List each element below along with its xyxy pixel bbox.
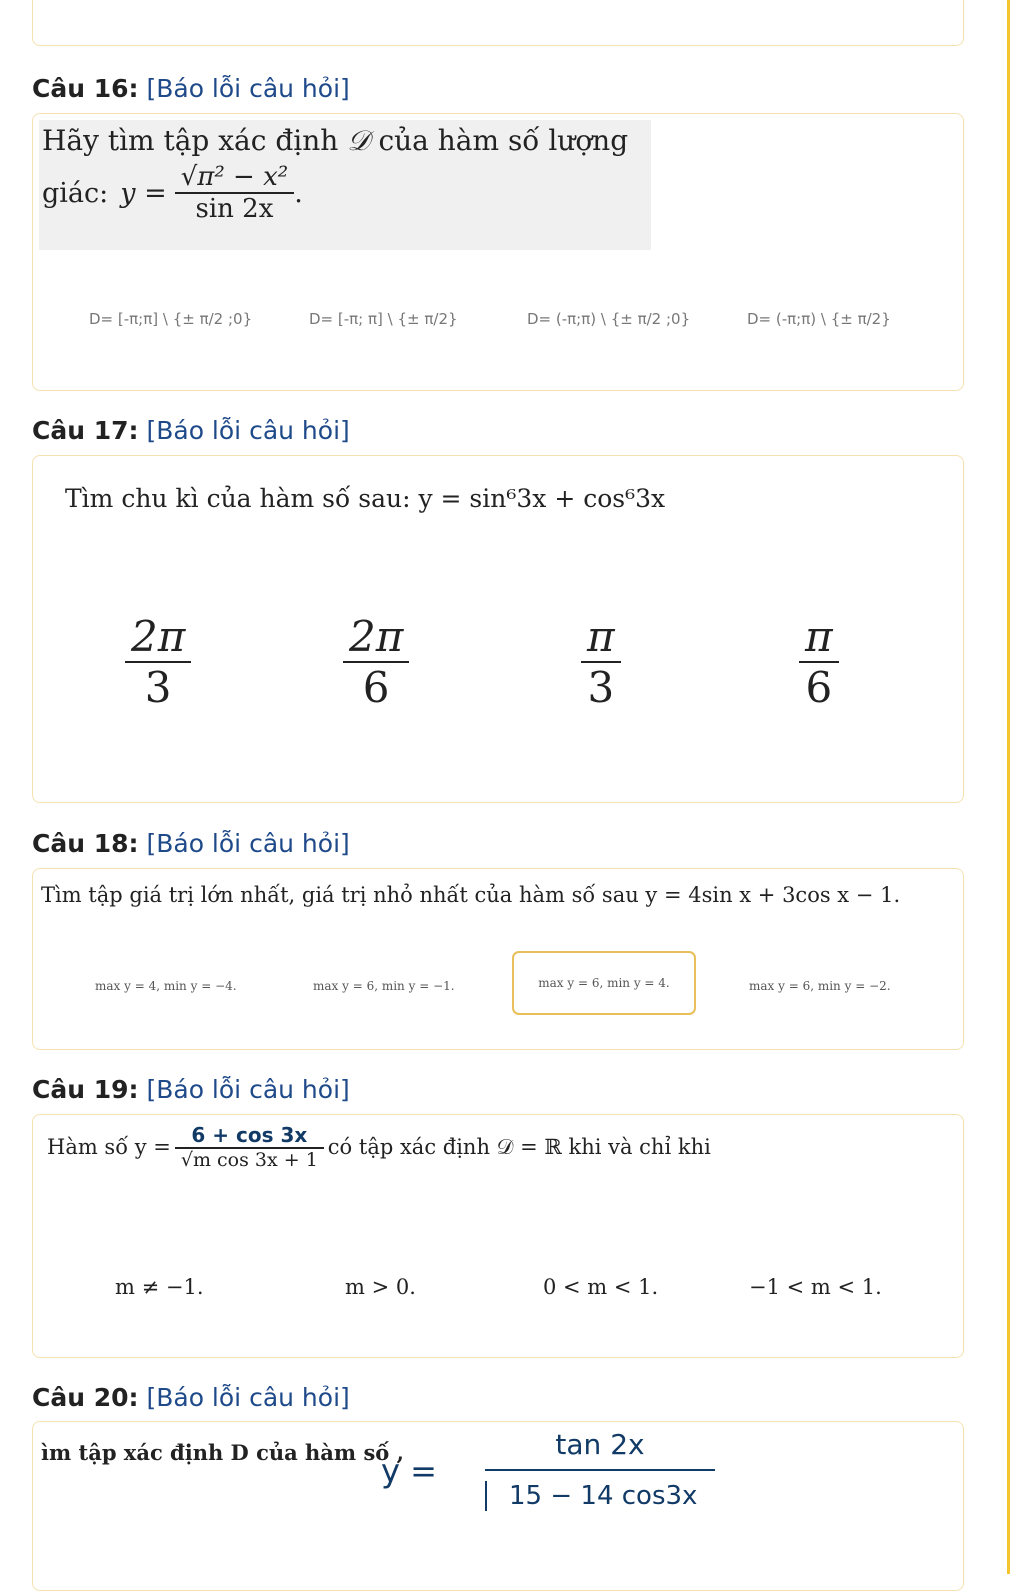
question-19-option-d[interactable]: −1 < m < 1.: [749, 1275, 882, 1299]
question-16-option-a[interactable]: D= [-π;π] \ {± π/2 ;0}: [89, 310, 253, 328]
question-17-option-a[interactable]: $\frac{2\pi}{3}$: [125, 612, 191, 712]
question-18-card: [32, 868, 964, 1050]
question-16-fraction: $\frac{\text{√π² − x²}}{\sin 2x}$: [175, 162, 294, 224]
question-17-prompt: Tìm chu kì của hàm số sau: y = sin⁶3x + cos⁶3x: [65, 484, 666, 513]
question-19-option-b[interactable]: m > 0.: [345, 1275, 416, 1299]
question-17-card: [32, 455, 964, 803]
question-17-option-b[interactable]: $\frac{2\pi}{6}$: [343, 612, 409, 712]
question-19-card: [32, 1114, 964, 1358]
question-19-number: Câu 19:: [32, 1075, 139, 1104]
page-right-border: [1007, 0, 1010, 1574]
previous-question-card: [32, 0, 964, 46]
question-20-fraction: tan 2x 15 − 14 cos3x: [485, 1428, 715, 1511]
question-16-report-link[interactable]: [Báo lỗi câu hỏi]: [146, 74, 350, 103]
question-16-prompt-box: [39, 120, 651, 250]
question-19-report-link[interactable]: [Báo lỗi câu hỏi]: [146, 1075, 350, 1104]
question-18-option-b[interactable]: max y = 6, min y = −1.: [313, 979, 455, 993]
question-17-number: Câu 17:: [32, 416, 139, 445]
question-18-option-d[interactable]: max y = 6, min y = −2.: [749, 979, 891, 993]
domain-symbol: 𝒟: [347, 124, 370, 157]
question-20-report-link[interactable]: [Báo lỗi câu hỏi]: [146, 1383, 350, 1412]
question-18-report-link[interactable]: [Báo lỗi câu hỏi]: [146, 829, 350, 858]
question-16-option-d[interactable]: D= (-π;π) \ {± π/2}: [747, 310, 891, 328]
question-19-option-c[interactable]: 0 < m < 1.: [543, 1275, 659, 1299]
question-19-fraction: $\frac{6 + \cos 3x}{\text{√m cos 3x + 1}}$: [175, 1123, 324, 1171]
question-17-report-link[interactable]: [Báo lỗi câu hỏi]: [146, 416, 350, 445]
question-20-prompt: ìm tập xác định D của hàm số ,: [41, 1440, 404, 1465]
question-18-option-a[interactable]: max y = 4, min y = −4.: [95, 979, 237, 993]
question-19-prompt: Hàm số y = $\frac{6 + \cos 3x}{\text{√m cos 3x + 1}}$ có tập xác định 𝒟 = ℝ khi và chỉ khi: [47, 1123, 711, 1171]
question-20-card: [32, 1421, 964, 1591]
question-16-prompt-line1: Hãy tìm tập xác định 𝒟 của hàm số lượng: [42, 124, 629, 157]
question-17-header: [32, 416, 350, 445]
question-17-option-c[interactable]: $\frac{\pi}{3}$: [581, 612, 621, 712]
question-18-number: Câu 18:: [32, 829, 139, 858]
question-16-number: Câu 16:: [32, 74, 139, 103]
question-20-header: [32, 1383, 350, 1412]
question-18-prompt: Tìm tập giá trị lớn nhất, giá trị nhỏ nhất của hàm số sau y = 4sin x + 3cos x − 1.: [41, 883, 901, 907]
question-16-header: [32, 74, 350, 103]
question-16-option-b[interactable]: D= [-π; π] \ {± π/2}: [309, 310, 458, 328]
question-19-header: [32, 1075, 350, 1104]
question-18-header: [32, 829, 350, 858]
question-16-option-c[interactable]: D= (-π;π) \ {± π/2 ;0}: [527, 310, 691, 328]
question-19-option-a[interactable]: m ≠ −1.: [115, 1275, 204, 1299]
question-20-number: Câu 20:: [32, 1383, 139, 1412]
question-16-card: [32, 113, 964, 391]
question-16-formula: giác: y = $\frac{\text{√π² − x²}}{\sin 2x}$ .: [42, 162, 303, 224]
question-17-option-d[interactable]: $\frac{\pi}{6}$: [799, 612, 839, 712]
question-20-y-equals: y =: [381, 1452, 437, 1490]
question-18-option-c-selected[interactable]: max y = 6, min y = 4.: [512, 951, 696, 1015]
